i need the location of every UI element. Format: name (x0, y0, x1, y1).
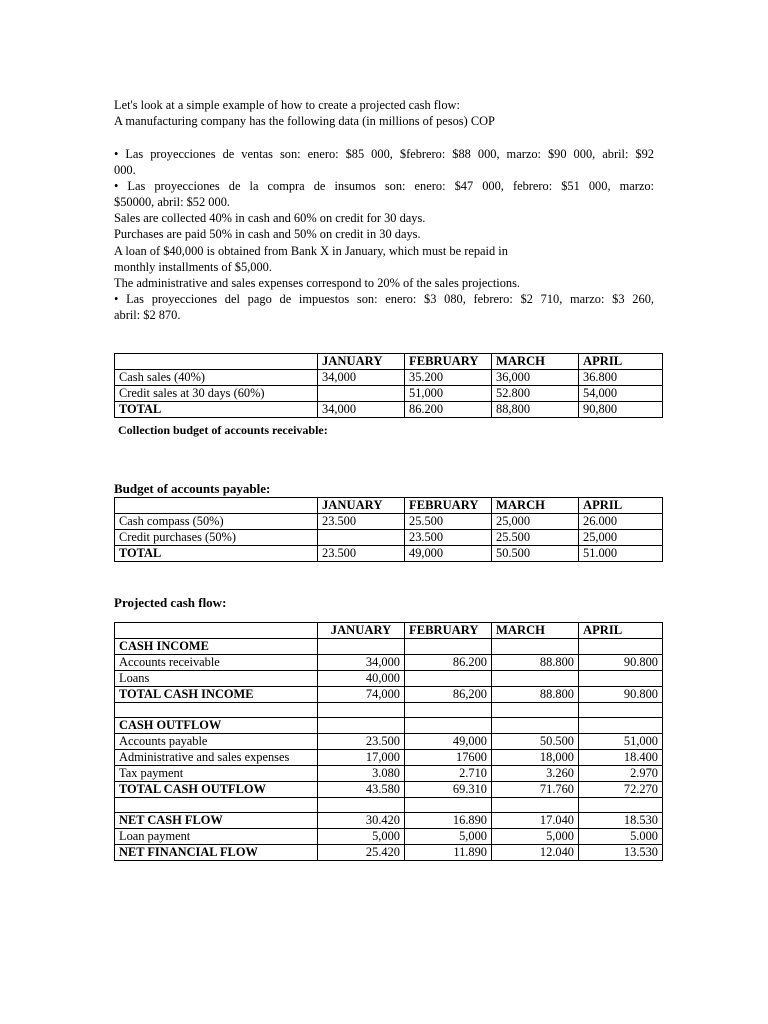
header-april: APRIL (579, 498, 663, 514)
table-row (115, 734, 663, 750)
cell: 23.500 (318, 546, 405, 562)
cell: 49,000 (405, 546, 492, 562)
header-march: MARCH (492, 354, 579, 370)
cell: 5,000 (405, 829, 492, 845)
cell (318, 530, 405, 546)
table-row (115, 829, 663, 845)
spacer-row (115, 703, 663, 718)
sales-projection-line: • Las proyecciones de ventas son: enero: $85 000, $febrero: $88 000, marzo: $90 000, abril: $92 (114, 147, 654, 161)
cell: 5,000 (318, 829, 405, 845)
cell: 13.530 (579, 845, 663, 861)
cell: 86.200 (405, 402, 492, 418)
tax-projection-line-cont: abril: $2 870. (114, 308, 181, 322)
cell: 25.500 (492, 530, 579, 546)
header-april: APRIL (579, 354, 663, 370)
spacer-row (115, 798, 663, 813)
cash-income-header: CASH INCOME (115, 639, 318, 655)
table-header-row (115, 498, 663, 514)
row-label: TOTAL CASH INCOME (115, 687, 318, 703)
cell: 74,000 (318, 687, 405, 703)
header-blank (115, 623, 318, 639)
header-february: FEBRUARY (405, 498, 492, 514)
cell: 3.260 (492, 766, 579, 782)
header-blank (115, 354, 318, 370)
cell: 36,000 (492, 370, 579, 386)
table-row (115, 514, 663, 530)
cell: 72.270 (579, 782, 663, 798)
cell: 5.000 (579, 829, 663, 845)
table-row (115, 766, 663, 782)
cell: 26.000 (579, 514, 663, 530)
row-label: Cash compass (50%) (115, 514, 318, 530)
table-row (115, 813, 663, 829)
cell: 88.800 (492, 655, 579, 671)
cell: 50.500 (492, 546, 579, 562)
cell: 23.500 (318, 514, 405, 530)
cell: 35.200 (405, 370, 492, 386)
section-header-row (115, 639, 663, 655)
table-row (115, 530, 663, 546)
cell: 18.400 (579, 750, 663, 766)
row-label: NET FINANCIAL FLOW (115, 845, 318, 861)
cell: 34,000 (318, 370, 405, 386)
cell: 90.800 (579, 655, 663, 671)
cell: 2.710 (405, 766, 492, 782)
cell: 3.080 (318, 766, 405, 782)
cell: 11.890 (405, 845, 492, 861)
cell: 49,000 (405, 734, 492, 750)
cell: 12.040 (492, 845, 579, 861)
purchase-projection-line-cont: $50000, abril: $52 000. (114, 195, 230, 209)
table-row (115, 386, 663, 402)
row-label: Accounts payable (115, 734, 318, 750)
cell: 86.200 (405, 655, 492, 671)
cash-outflow-header: CASH OUTFLOW (115, 718, 318, 734)
row-label: Credit sales at 30 days (60%) (115, 386, 318, 402)
row-label: Accounts receivable (115, 655, 318, 671)
cell: 51.000 (579, 546, 663, 562)
cell: 2.970 (579, 766, 663, 782)
row-label: Loans (115, 671, 318, 687)
table-total-row (115, 845, 663, 861)
table-row (115, 671, 663, 687)
row-label: Administrative and sales expenses (115, 750, 318, 766)
expenses-line: The administrative and sales expenses correspond to 20% of the sales projections. (114, 276, 521, 290)
cell: 40,000 (318, 671, 405, 687)
cell: 86,200 (405, 687, 492, 703)
table-total-row (115, 687, 663, 703)
cell: 18,000 (492, 750, 579, 766)
cell (492, 671, 579, 687)
table-row (115, 655, 663, 671)
cell: 50.500 (492, 734, 579, 750)
receivable-table (114, 353, 663, 418)
row-label: NET CASH FLOW (115, 813, 318, 829)
cell: 69.310 (405, 782, 492, 798)
cell: 71.760 (492, 782, 579, 798)
cell: 90,800 (579, 402, 663, 418)
table-header-row (115, 354, 663, 370)
cell: 25.500 (405, 514, 492, 530)
cell: 17.040 (492, 813, 579, 829)
header-january: JANUARY (318, 498, 405, 514)
cell: 88,800 (492, 402, 579, 418)
payable-title: Budget of accounts payable: (114, 481, 271, 496)
cell (405, 671, 492, 687)
cashflow-table (114, 622, 663, 861)
cell: 51,000 (579, 734, 663, 750)
cell: 5,000 (492, 829, 579, 845)
row-label: Tax payment (115, 766, 318, 782)
cell: 34,000 (318, 655, 405, 671)
row-label: Loan payment (115, 829, 318, 845)
header-february: FEBRUARY (405, 354, 492, 370)
cell: 90.800 (579, 687, 663, 703)
table-row (115, 370, 663, 386)
intro-line-2: A manufacturing company has the following data (in millions of pesos) COP (114, 114, 495, 128)
cell: 54,000 (579, 386, 663, 402)
header-april: APRIL (579, 623, 663, 639)
table-total-row (115, 546, 663, 562)
table-row (115, 750, 663, 766)
header-march: MARCH (492, 498, 579, 514)
cell: 36.800 (579, 370, 663, 386)
cell (318, 386, 405, 402)
cell: 17600 (405, 750, 492, 766)
header-january: JANUARY (318, 354, 405, 370)
header-blank (115, 498, 318, 514)
receivable-caption: Collection budget of accounts receivable: (118, 423, 328, 437)
table-header-row (115, 623, 663, 639)
cashflow-title: Projected cash flow: (114, 595, 227, 610)
loan-line-cont: monthly installments of $5,000. (114, 260, 272, 274)
cell: 17,000 (318, 750, 405, 766)
row-label: TOTAL CASH OUTFLOW (115, 782, 318, 798)
cell: 30.420 (318, 813, 405, 829)
cell (579, 671, 663, 687)
header-march: MARCH (492, 623, 579, 639)
row-label: Cash sales (40%) (115, 370, 318, 386)
cell: 34,000 (318, 402, 405, 418)
payable-table (114, 497, 663, 562)
cell: 16.890 (405, 813, 492, 829)
cell: 43.580 (318, 782, 405, 798)
table-total-row (115, 782, 663, 798)
cell: 52.800 (492, 386, 579, 402)
cell: 23.500 (318, 734, 405, 750)
intro-line-1: Let's look at a simple example of how to create a projected cash flow: (114, 98, 460, 112)
cell: 25,000 (492, 514, 579, 530)
row-label: Credit purchases (50%) (115, 530, 318, 546)
sales-projection-line-cont: 000. (114, 163, 136, 177)
row-label: TOTAL (115, 546, 318, 562)
section-header-row (115, 718, 663, 734)
cell: 25,000 (579, 530, 663, 546)
row-label: TOTAL (115, 402, 318, 418)
purchase-projection-line: • Las proyecciones de la compra de insumos son: enero: $47 000, febrero: $51 000, marzo: (114, 179, 654, 193)
tax-projection-line: • Las proyecciones del pago de impuestos son: enero: $3 080, febrero: $2 710, marzo: $3 260, (114, 292, 654, 306)
sales-collection-line: Sales are collected 40% in cash and 60% on credit for 30 days. (114, 211, 426, 225)
cell: 18.530 (579, 813, 663, 829)
cell: 25.420 (318, 845, 405, 861)
cell: 88.800 (492, 687, 579, 703)
cell: 23.500 (405, 530, 492, 546)
cell: 51,000 (405, 386, 492, 402)
header-january: JANUARY (318, 623, 405, 639)
loan-line: A loan of $40,000 is obtained from Bank X in January, which must be repaid in (114, 244, 508, 258)
purchases-payment-line: Purchases are paid 50% in cash and 50% on credit in 30 days. (114, 227, 421, 241)
table-total-row (115, 402, 663, 418)
header-february: FEBRUARY (405, 623, 492, 639)
